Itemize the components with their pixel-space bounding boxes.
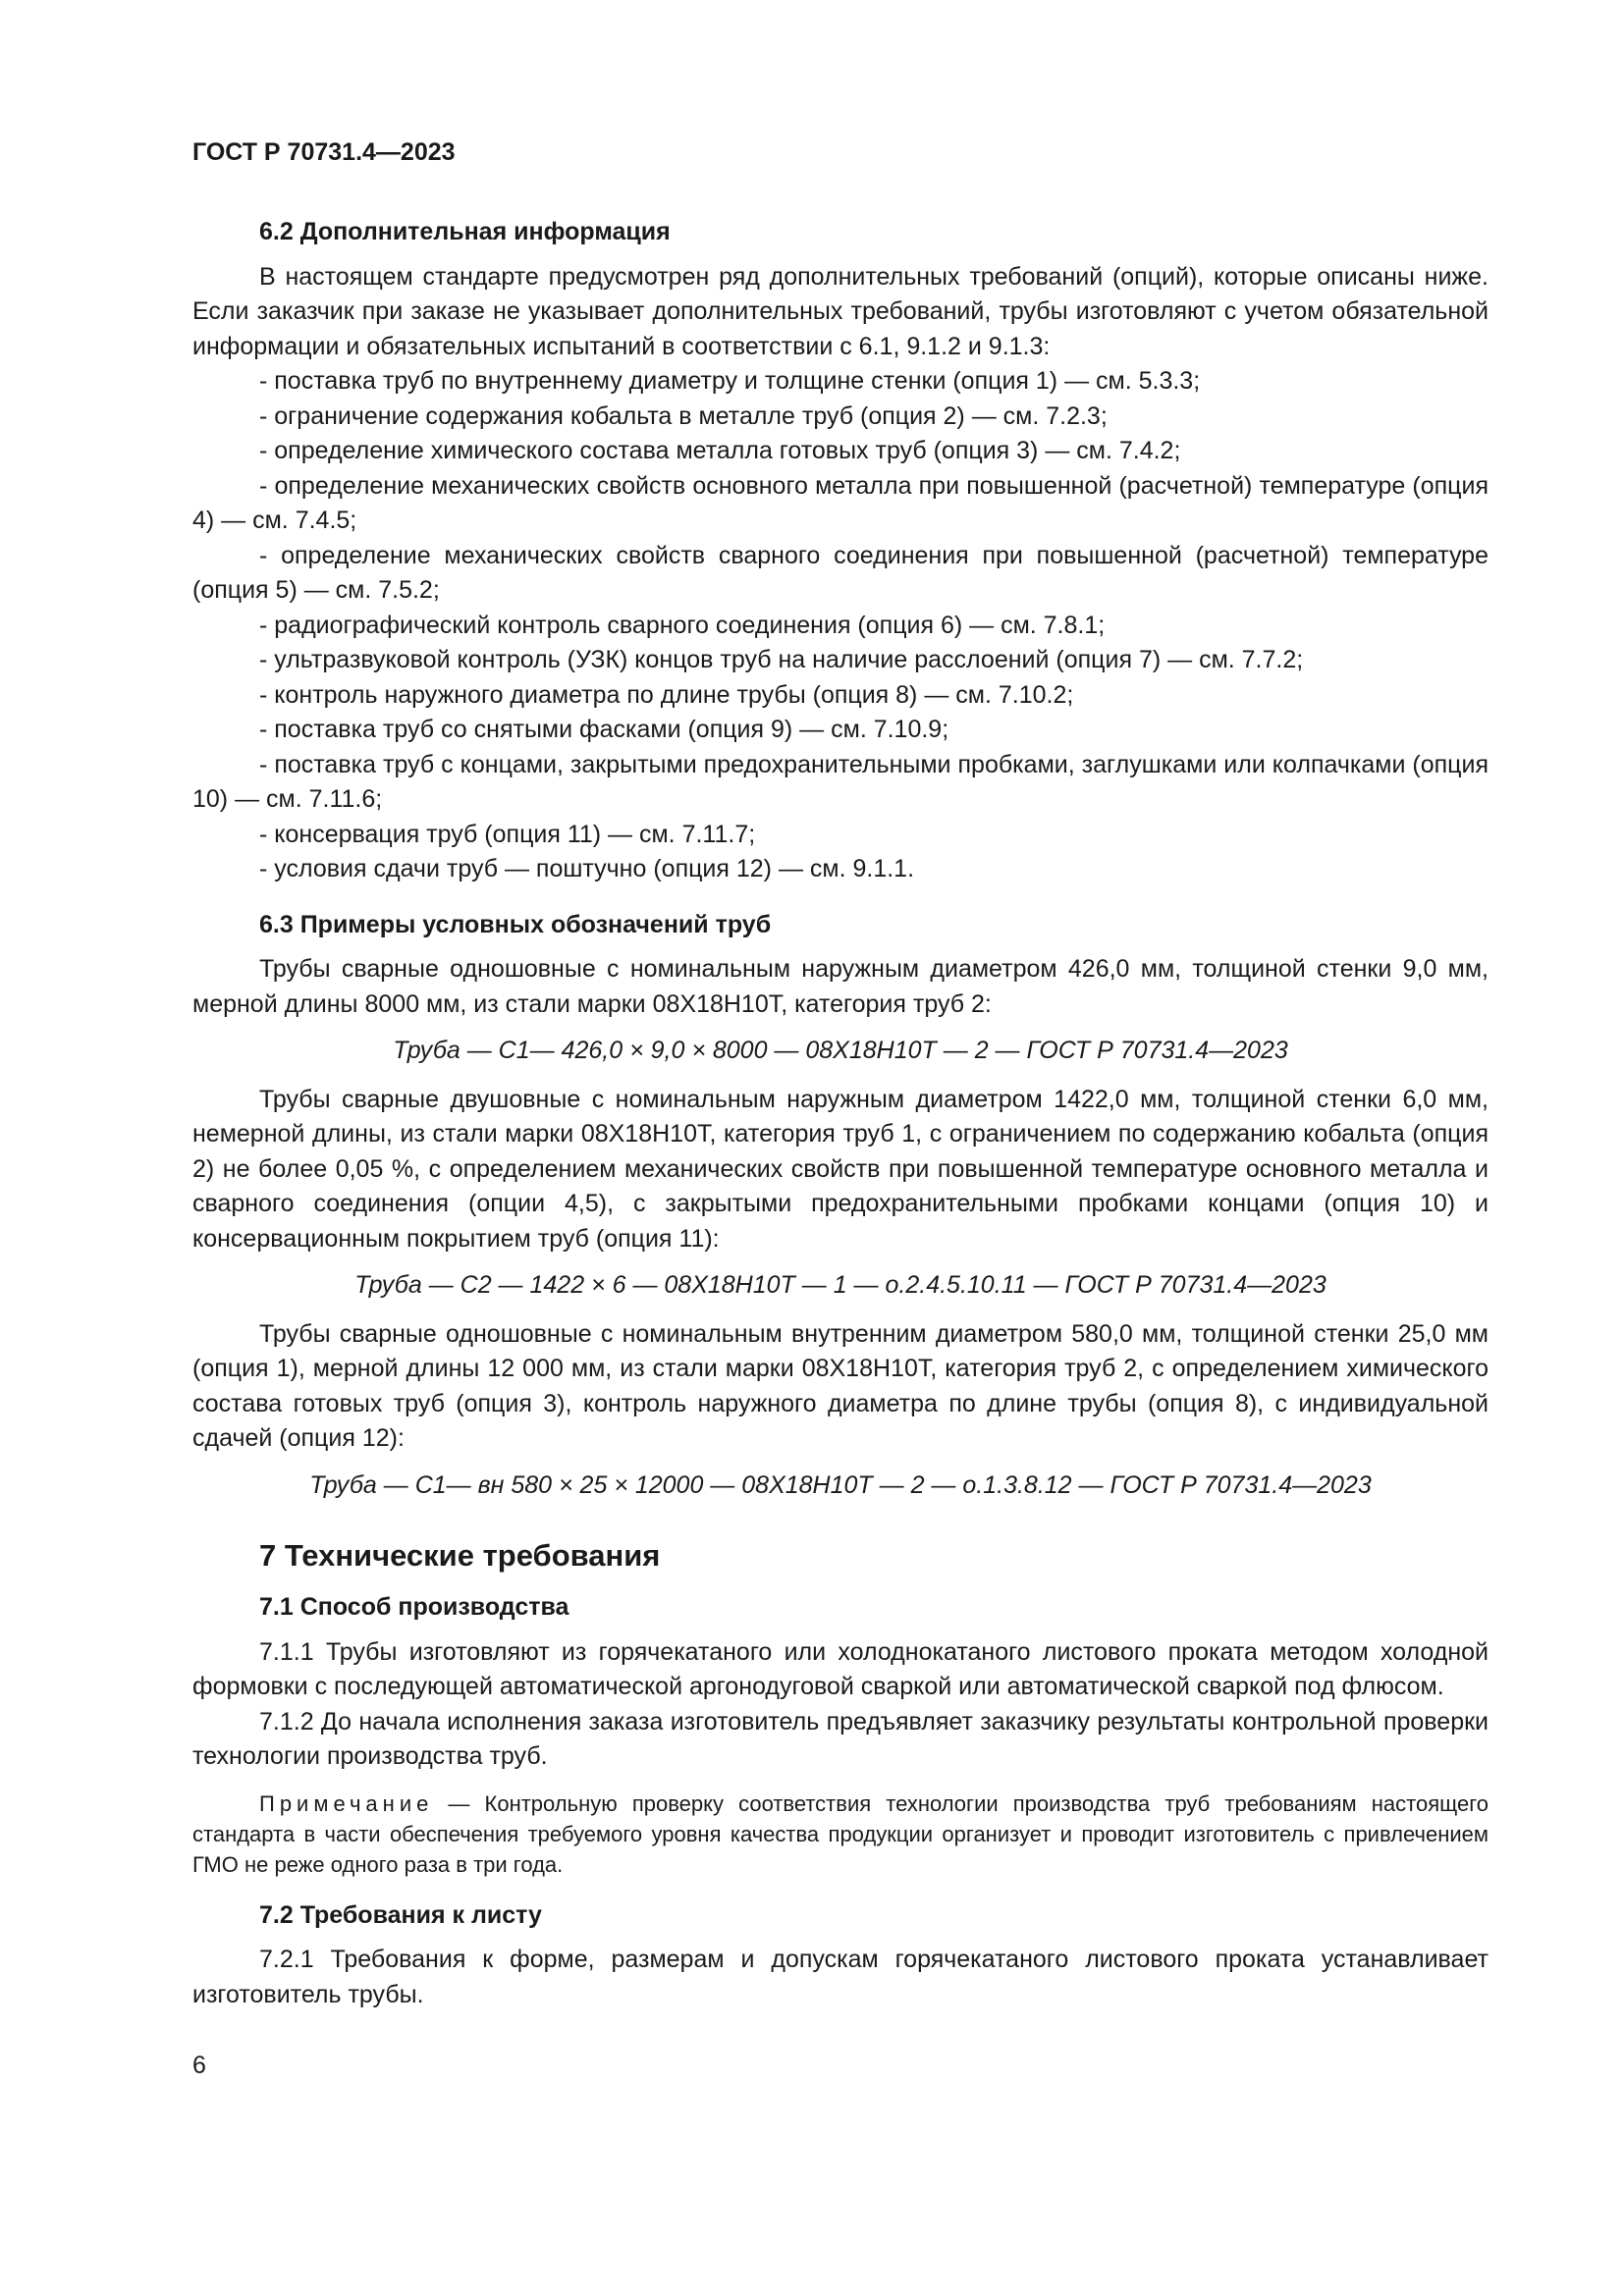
example-3-text: Трубы сварные одношовные с номинальным внутренним диаметром 580,0 мм, толщиной стенки 25,0 мм (опция 1), мерной длины 12 000 мм, из стали марки 08Х18Н10Т, категория труб 2, с определением химического состава готовых труб (опция 3), контроль наружного диаметра по длине трубы (опция 8), с индивидуальной сдачей (опция 12): <box>192 1319 1489 1452</box>
heading-7-1: 7.1 Способ производства <box>259 1593 569 1622</box>
intro-paragraph: В настоящем стандарте предусмотрен ряд дополнительных требований (опций), которые описаны ниже. Если заказчик при заказе не указывает дополнительных требований, трубы изготовляют с учетом обязательной информации и обязательных испытаний в соответствии с 6.1, 9.1.2 и 9.1.3: <box>192 262 1489 360</box>
note-label: Примечание <box>259 1790 434 1816</box>
option-item: - контроль наружного диаметра по длине трубы (опция 8) — см. 7.10.2; <box>259 680 1074 709</box>
page-number: 6 <box>192 2052 206 2079</box>
option-item: - поставка труб со снятыми фасками (опция 9) — см. 7.10.9; <box>259 716 949 743</box>
document-page <box>192 137 1489 2012</box>
option-item: - условия сдачи труб — поштучно (опция 12) — см. 9.1.1. <box>259 855 915 882</box>
example-2-text: Трубы сварные двушовные с номинальным наружным диаметром 1422,0 мм, толщиной стенки 6,0 мм, немерной длины, из стали марки 08Х18Н10Т, категория труб 1, с ограничением по содержанию кобальта (опция 2) не более 0,05 %, с определением механических свойств при повышенной температуре основного металла и сварного соединения (опции 4,5), с закрытыми предохранительными пробками концами (опция 10) и консервационным покрытием труб (опция 11): <box>192 1085 1489 1253</box>
option-item: - радиографический контроль сварного соединения (опция 6) — см. 7.8.1; <box>259 611 1106 639</box>
option-item: - консервация труб (опция 11) — см. 7.11.7; <box>259 820 756 848</box>
option-item: - ультразвуковой контроль (УЗК) концов труб на наличие расслоений (опция 7) — см. 7.7.2; <box>259 646 1304 673</box>
paragraph-7-1-1: 7.1.1 Трубы изготовляют из горячекатаного или холоднокатаного листового проката методом холодной формовки с последующей автоматической аргонодуговой сваркой или автоматической сваркой под флюсом. <box>192 1637 1489 1701</box>
heading-6-2: 6.2 Дополнительная информация <box>259 218 671 245</box>
heading-6-3: 6.3 Примеры условных обозначений труб <box>259 910 772 938</box>
option-item: - ограничение содержания кобальта в металле труб (опция 2) — см. 7.2.3; <box>259 401 1108 430</box>
option-item: - определение механических свойств основного металла при повышенной (расчетной) температуре (опция 4) — см. 7.4.5; <box>192 471 1489 534</box>
options-list <box>192 364 1489 887</box>
note <box>192 1789 1489 1880</box>
option-item: - поставка труб по внутреннему диаметру и толщине стенки (опция 1) — см. 5.3.3; <box>259 367 1201 395</box>
note-text: — Контрольную проверку соответствия технологии производства труб требованиям настоящего стандарта в части обеспечения требуемого уровня качества продукции организует и проводит изготовитель с привлечением ГМО не реже одного раза в три года. <box>192 1790 1489 1877</box>
example-1-text: Трубы сварные одношовные с номинальным наружным диаметром 426,0 мм, толщиной стенки 9,0 мм, мерной длины 8000 мм, из стали марки 08Х18Н10Т, категория труб 2: <box>192 955 1489 1018</box>
example-3-designation: Труба — С1— вн 580 × 25 × 12000 — 08Х18Н10Т — 2 — о.1.3.8.12 — ГОСТ Р 70731.4—2023 <box>309 1470 1372 1499</box>
heading-7-2: 7.2 Требования к листу <box>259 1900 542 1929</box>
paragraph-7-2-1: 7.2.1 Требования к форме, размерам и допускам горячекатаного листового проката устанавливает изготовитель трубы. <box>192 1946 1489 2008</box>
heading-7: 7 Технические требования <box>259 1538 661 1573</box>
option-item: - определение химического состава металла готовых труб (опция 3) — см. 7.4.2; <box>259 437 1181 464</box>
option-item: - определение механических свойств сварного соединения при повышенной (расчетной) температуре (опция 5) — см. 7.5.2; <box>192 541 1489 604</box>
section-6-2 <box>192 216 1489 887</box>
example-1-designation: Труба — С1— 426,0 × 9,0 × 8000 — 08Х18Н10Т — 2 — ГОСТ Р 70731.4—2023 <box>393 1037 1288 1064</box>
example-2-designation: Труба — С2 — 1422 × 6 — 08Х18Н10Т — 1 — о.2.4.5.10.11 — ГОСТ Р 70731.4—2023 <box>354 1271 1326 1299</box>
standard-header: ГОСТ Р 70731.4—2023 <box>192 138 456 166</box>
paragraph-7-1-2: 7.1.2 До начала исполнения заказа изготовитель предъявляет заказчику результаты контрольной проверки технологии производства труб. <box>192 1707 1489 1771</box>
section-7 <box>192 1536 1489 2012</box>
section-6-3 <box>192 909 1489 1504</box>
option-item: - поставка труб с концами, закрытыми предохранительными пробками, заглушками или колпачками (опция 10) — см. 7.11.6; <box>192 750 1489 813</box>
